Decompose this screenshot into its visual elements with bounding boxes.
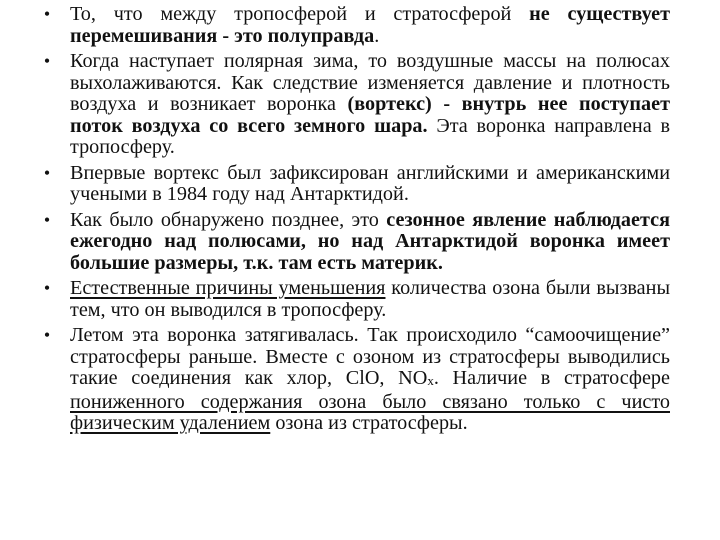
bullet-list [40,4,670,439]
bullet-text [70,50,670,158]
bullet-item [40,51,670,159]
bold-text-segment: (вортекс) - внутрь нее поступает поток воздуха со всего земного шара. [70,93,671,137]
bullet-item [40,4,670,47]
bullet-text [70,209,670,274]
text-segment: Летом эта воронка затягивалась. Так происходило “самоочищение” стратосферы раньше. Вместе с озоном из стратосферы выводились такие соединения как хлор, ClO, NO [70,324,670,389]
bullet-item [40,278,670,321]
text-segment: Эта воронка направлена в тропосферу. [70,114,670,158]
bullet-dot-icon: • [43,162,51,183]
text-segment: Когда наступает полярная зима, то воздушные массы на полюсах выхолаживаются. Как следствие изменяется давление и плотность воздуха и возникает воронка [70,50,670,115]
bullet-dot-icon: • [43,209,51,230]
bold-text-segment: сезонное явление наблюдается ежегодно над полюсами, но над Антарктидой воронка имеет большие размеры, т.к. там есть материк. [70,208,670,274]
bullet-text [70,3,670,47]
bullet-dot-icon: • [43,278,51,298]
text-segment: Как было обнаружено позднее, это [70,208,387,231]
text-segment: количества озона были вызваны тем, что он выводился в тропосферу. [70,277,671,321]
bullet-dot-icon: • [43,51,51,71]
subscript-text-segment: x [427,373,434,388]
bold-text-segment: не существует перемешивания - это полуправда [70,3,670,47]
text-segment: . [374,24,380,47]
text-segment: Впервые вортекс был зафиксирован английскими и американскими учеными в 1984 году над Антарктидой. [70,161,670,205]
bullet-text [70,162,670,206]
bullet-text [70,277,670,321]
text-segment: озона из стратосферы. [270,412,468,434]
bullet-dot-icon: • [43,325,51,345]
bullet-text [70,324,670,434]
text-segment: . Наличие в стратосфере [433,367,670,389]
text-segment: То, что между тропосферой и стратосферой [70,3,530,25]
bullet-item [40,325,670,435]
bullet-item [40,210,670,275]
bullet-dot-icon: • [43,4,51,24]
underlined-text-segment: Естественные причины уменьшения [70,277,386,299]
underlined-text-segment: пониженного содержания озона было связано только с чисто физическим удалением [70,390,670,434]
bullet-item [40,163,670,206]
